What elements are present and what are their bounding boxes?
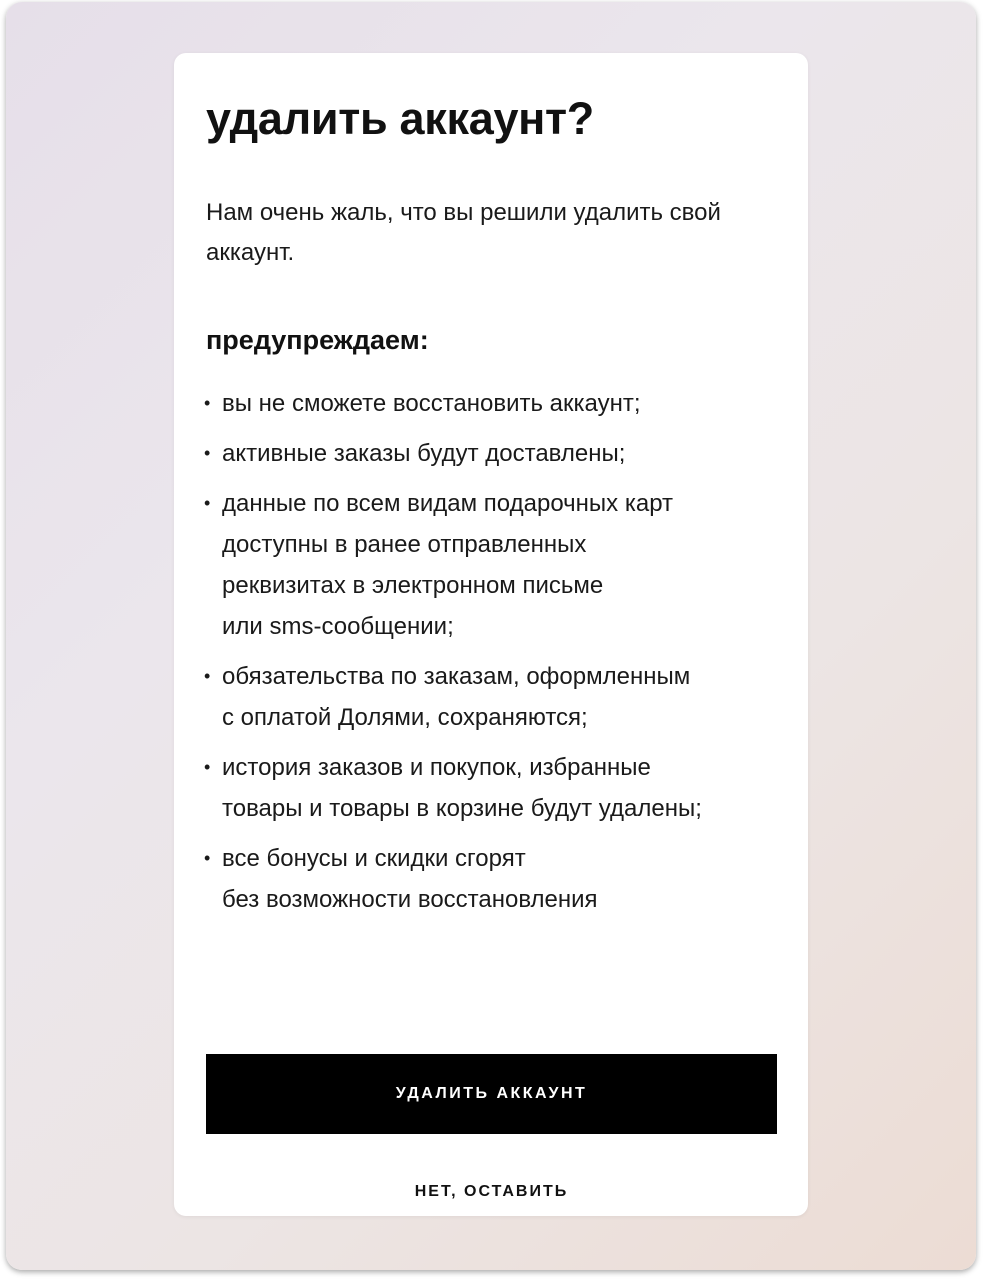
keep-account-button[interactable]: НЕТ, ОСТАВИТЬ bbox=[206, 1174, 777, 1210]
warning-list bbox=[206, 383, 786, 929]
modal-backdrop bbox=[6, 2, 976, 1270]
dialog-intro-text: Нам очень жаль, что вы решили удалить свой аккаунт. bbox=[206, 199, 721, 266]
delete-account-dialog bbox=[174, 53, 808, 1216]
warning-item bbox=[206, 433, 786, 474]
warning-text: обязательства по заказам, оформленным с оплатой Долями, сохраняются; bbox=[222, 663, 691, 731]
warning-item bbox=[206, 483, 786, 647]
delete-account-button[interactable]: УДАЛИТЬ АККАУНТ bbox=[206, 1054, 777, 1134]
warning-text: вы не сможете восстановить аккаунт; bbox=[222, 390, 641, 417]
bullet-icon: • bbox=[204, 666, 211, 686]
warning-item bbox=[206, 747, 786, 829]
bullet-icon: • bbox=[204, 757, 211, 777]
bullet-icon: • bbox=[204, 443, 211, 463]
warning-text: активные заказы будут доставлены; bbox=[222, 440, 626, 467]
warning-text: история заказов и покупок, избранные товары и товары в корзине будут удалены; bbox=[222, 754, 702, 822]
warning-item bbox=[206, 383, 786, 424]
dialog-title: удалить аккаунт? bbox=[206, 93, 594, 144]
warning-text: все бонусы и скидки сгорят без возможности восстановления bbox=[222, 845, 598, 913]
bullet-icon: • bbox=[204, 493, 211, 513]
bullet-icon: • bbox=[204, 393, 211, 413]
warning-heading: предупреждаем: bbox=[206, 325, 429, 355]
warning-item bbox=[206, 656, 786, 738]
bullet-icon: • bbox=[204, 848, 211, 868]
warning-item bbox=[206, 838, 786, 920]
warning-text: данные по всем видам подарочных карт доступны в ранее отправленных реквизитах в электронном письме или sms-сообщении; bbox=[222, 490, 674, 640]
